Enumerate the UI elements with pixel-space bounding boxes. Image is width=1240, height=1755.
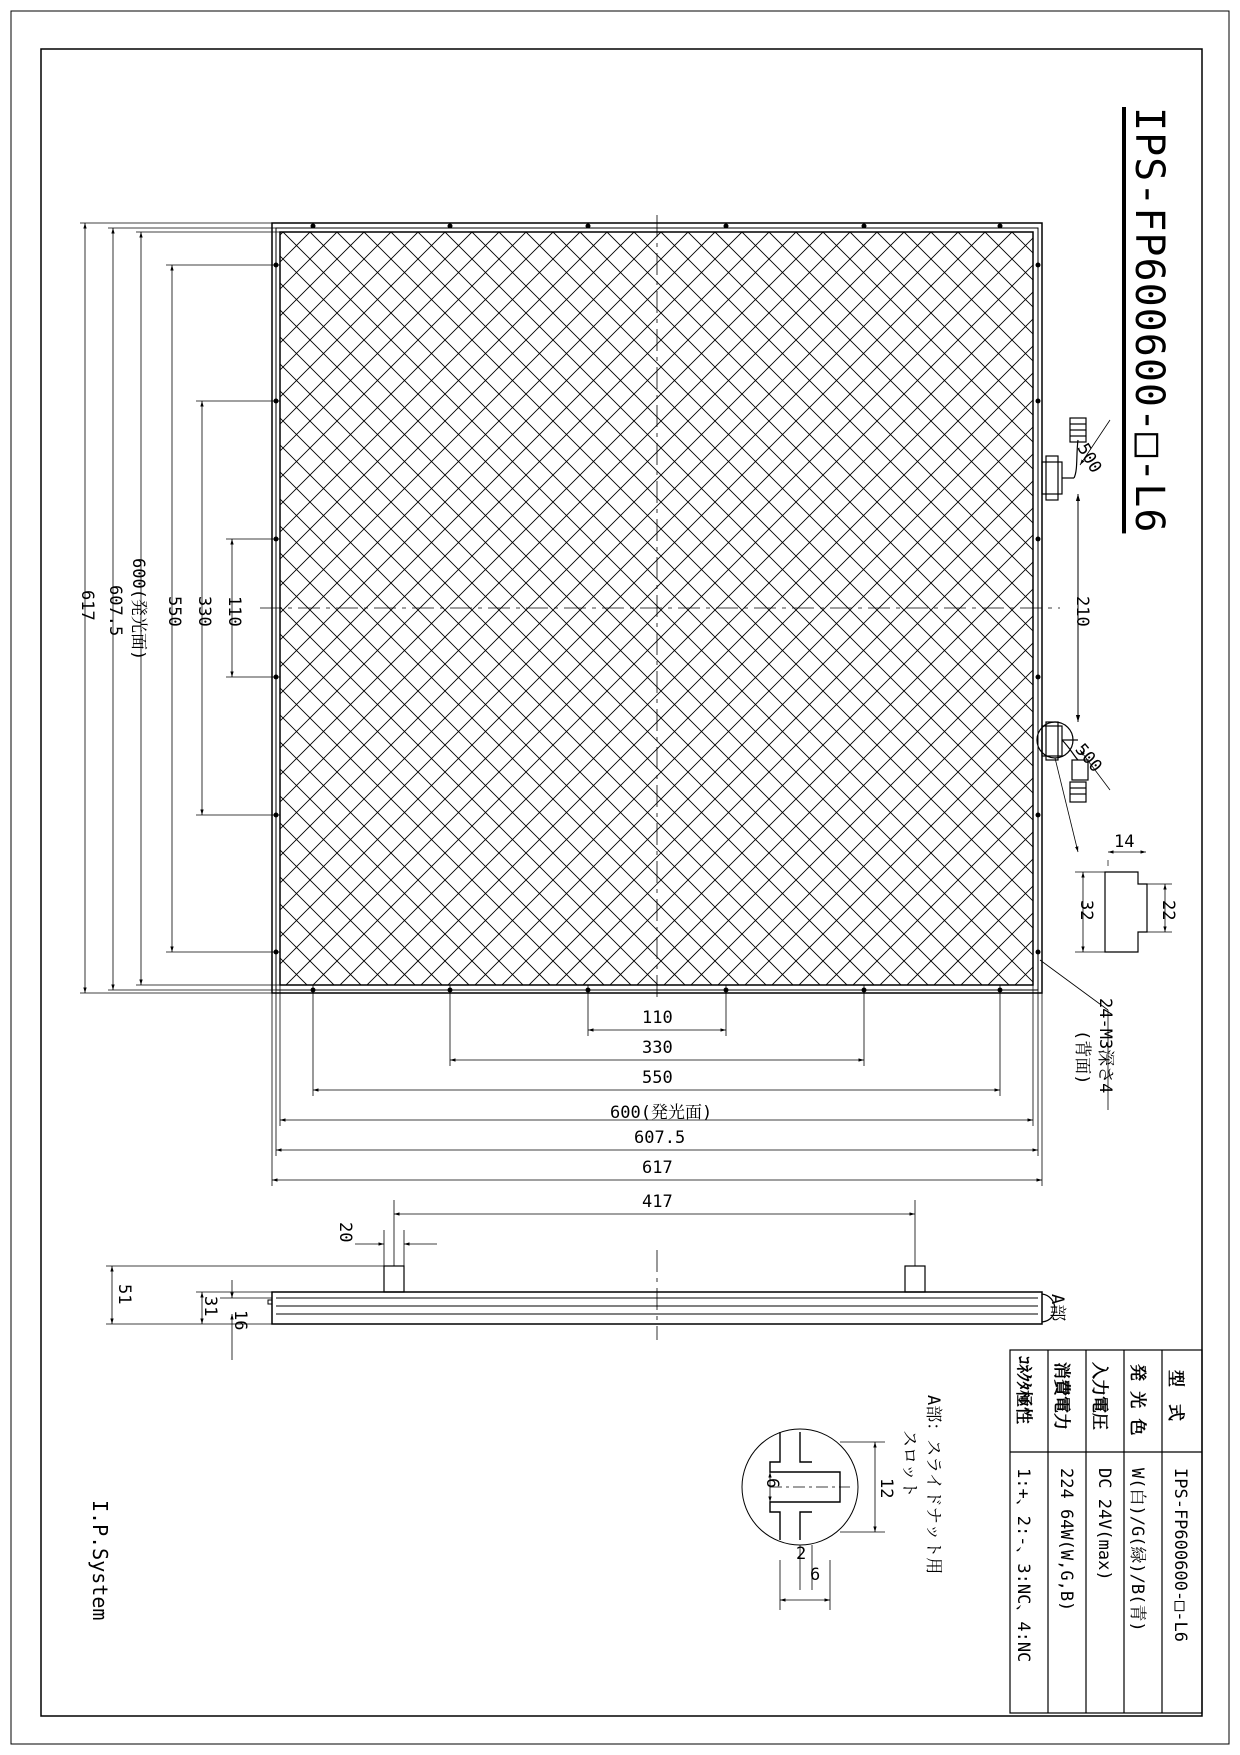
hatch-line	[0, 232, 580, 985]
dim-330-vertical: 330	[194, 596, 214, 627]
hatch-line	[310, 232, 1063, 985]
hatch-line	[742, 232, 1240, 985]
hatch-line	[67, 232, 820, 985]
dim-550-horizontal: 550	[642, 1068, 673, 1088]
hatch-line	[0, 232, 256, 985]
screw-hole-marker	[586, 224, 591, 229]
hatch-line	[1174, 232, 1240, 985]
hatch-line	[853, 232, 1240, 985]
hatch-line	[421, 232, 1174, 985]
dim-32: 32	[1076, 900, 1096, 921]
hatch-line	[0, 232, 442, 985]
screw-hole-marker	[1036, 399, 1041, 404]
dim-600-horizontal: 600(発光面)	[610, 1103, 713, 1123]
side-view	[106, 1200, 1055, 1360]
hatch-line	[364, 232, 1117, 985]
hatch-line	[205, 232, 958, 985]
drawing-title: IPS-FP600600-□-L6	[1126, 107, 1172, 534]
screw-hole-marker	[724, 224, 729, 229]
hatch-line	[124, 232, 877, 985]
dim-500-top: 500	[1072, 440, 1106, 477]
hatch-line	[610, 232, 1240, 985]
screw-hole-marker	[1036, 675, 1041, 680]
hatch-line	[0, 232, 607, 985]
hatch-line	[0, 232, 148, 985]
hatch-line	[877, 232, 1240, 985]
hatch-line	[0, 232, 283, 985]
hatch-line	[256, 232, 1009, 985]
hatch-line	[0, 232, 418, 985]
dim-210-connector: 210	[1072, 596, 1092, 627]
dim-20: 20	[335, 1222, 355, 1243]
vertical-dimensions	[80, 223, 280, 993]
hatch-line	[418, 232, 1171, 985]
connector-top	[1042, 418, 1086, 500]
hatch-line	[283, 232, 1036, 985]
spec-label-polarity: ｺﾈｸﾀ極性	[1013, 1356, 1033, 1424]
hatch-line	[391, 232, 1144, 985]
spec-value-power: 224 64W(W,G,B)	[1056, 1468, 1076, 1612]
spec-label-voltage: 入力電圧	[1089, 1362, 1109, 1430]
hatch-line	[0, 232, 337, 985]
screw-hole-marker	[448, 224, 453, 229]
dim-607-5-vertical: 607.5	[105, 585, 125, 637]
dim-330-horizontal: 330	[642, 1038, 673, 1058]
dim-617-horizontal: 617	[642, 1158, 673, 1178]
hatch-line	[229, 232, 982, 985]
hatch-line	[394, 232, 1147, 985]
screw-hole-marker	[862, 224, 867, 229]
dim-600-vertical: 600(発光面)	[128, 558, 148, 661]
hatch-line	[70, 232, 823, 985]
hatch-line	[904, 232, 1240, 985]
spec-value-voltage: DC 24V(max)	[1094, 1468, 1114, 1581]
hatch-line	[0, 232, 661, 985]
hatch-line	[313, 232, 1066, 985]
hatch-line	[121, 232, 874, 985]
screw-hole-marker	[998, 224, 1003, 229]
screw-note-sub: (背面)	[1072, 1030, 1092, 1085]
hatch-line	[1147, 232, 1240, 985]
slot-detail	[742, 1429, 885, 1610]
hatch-line	[0, 232, 361, 985]
hatch-line	[0, 232, 496, 985]
dim-31: 31	[200, 1296, 220, 1317]
hatch-line	[0, 232, 280, 985]
hatch-line	[202, 232, 955, 985]
hatch-line	[1039, 232, 1240, 985]
slot-caption-2: スロット	[899, 1430, 919, 1498]
spec-label-color: 発 光 色	[1127, 1364, 1147, 1436]
diffuser-hatch	[0, 232, 1240, 985]
dim-6-slot-opening: 6	[762, 1478, 782, 1489]
dim-500-bottom: 500	[1070, 740, 1106, 777]
hatch-line	[0, 232, 523, 985]
spec-table	[1010, 1350, 1202, 1713]
hatch-line	[16, 232, 769, 985]
dim-22: 22	[1158, 900, 1178, 921]
hatch-line	[259, 232, 1012, 985]
screw-note: 24-M3深さ4	[1095, 998, 1115, 1094]
dim-51: 51	[114, 1284, 134, 1305]
hatch-line	[178, 232, 931, 985]
dim-417: 417	[642, 1192, 673, 1212]
hatch-line	[13, 232, 766, 985]
hatch-line	[232, 232, 985, 985]
horizontal-dimensions	[272, 985, 1042, 1186]
hatch-line	[0, 232, 499, 985]
spec-value-color: W(白)/G(緑)/B(青)	[1127, 1468, 1147, 1632]
hatch-line	[0, 232, 715, 985]
hatch-line	[0, 232, 229, 985]
spec-label-model: 型 式	[1165, 1370, 1185, 1421]
hatch-line	[148, 232, 901, 985]
dim-617-vertical: 617	[77, 590, 97, 621]
connector-detail	[1055, 758, 1172, 952]
spec-label-power: 消費電力	[1051, 1362, 1071, 1430]
hatch-line	[718, 232, 1240, 985]
screw-hole-marker	[1036, 263, 1041, 268]
hatch-line	[0, 232, 472, 985]
hatch-line	[97, 232, 850, 985]
outer-border	[11, 11, 1229, 1744]
hatch-line	[337, 232, 1090, 985]
hatch-line	[0, 232, 307, 985]
hatch-line	[0, 232, 364, 985]
spec-value-polarity: 1:+、2:-、3:NC、4:NC	[1013, 1468, 1033, 1663]
spec-value-model: IPS-FP600600-□-L6	[1170, 1468, 1190, 1642]
hatch-line	[0, 232, 310, 985]
hatch-line	[0, 232, 445, 985]
hatch-line	[43, 232, 796, 985]
hatch-line	[1228, 232, 1240, 985]
hatch-line	[0, 232, 388, 985]
screw-hole-marker	[1036, 950, 1041, 955]
hatch-line	[0, 232, 742, 985]
hatch-line	[0, 232, 94, 985]
screw-hole-marker	[311, 224, 316, 229]
hatch-line	[796, 232, 1240, 985]
hatch-line	[0, 232, 67, 985]
dim-6-slot-width: 6	[810, 1565, 821, 1585]
hatch-line	[0, 232, 415, 985]
dim-16: 16	[230, 1310, 250, 1331]
dim-550-vertical: 550	[164, 596, 184, 627]
hatch-line	[40, 232, 793, 985]
dim-110-horizontal: 110	[642, 1008, 673, 1028]
hatch-line	[175, 232, 928, 985]
hatch-line	[1201, 232, 1240, 985]
hatch-line	[286, 232, 1039, 985]
hatch-line	[340, 232, 1093, 985]
slot-caption: A部：スライドナット用	[923, 1395, 943, 1575]
hatch-line	[0, 232, 634, 985]
hatch-line	[880, 232, 1240, 985]
hatch-line	[151, 232, 904, 985]
dim-607-5-horizontal: 607.5	[634, 1128, 686, 1148]
hatch-line	[0, 232, 40, 985]
screw-hole-marker	[1036, 813, 1041, 818]
section-label-a: A部	[1047, 1294, 1067, 1322]
dim-14: 14	[1114, 832, 1135, 852]
dim-12-slot: 12	[876, 1478, 896, 1499]
screw-hole-marker	[1036, 537, 1041, 542]
hatch-line	[580, 232, 1240, 985]
dim-110-vertical: 110	[224, 596, 244, 627]
company-name: I.P.System	[88, 1500, 112, 1621]
dim-2-slot: 2	[796, 1544, 807, 1564]
hatch-line	[0, 232, 121, 985]
hatch-line	[94, 232, 847, 985]
hatch-line	[0, 232, 175, 985]
hatch-line	[367, 232, 1120, 985]
hatch-line	[634, 232, 1240, 985]
front-view	[0, 215, 1240, 1186]
